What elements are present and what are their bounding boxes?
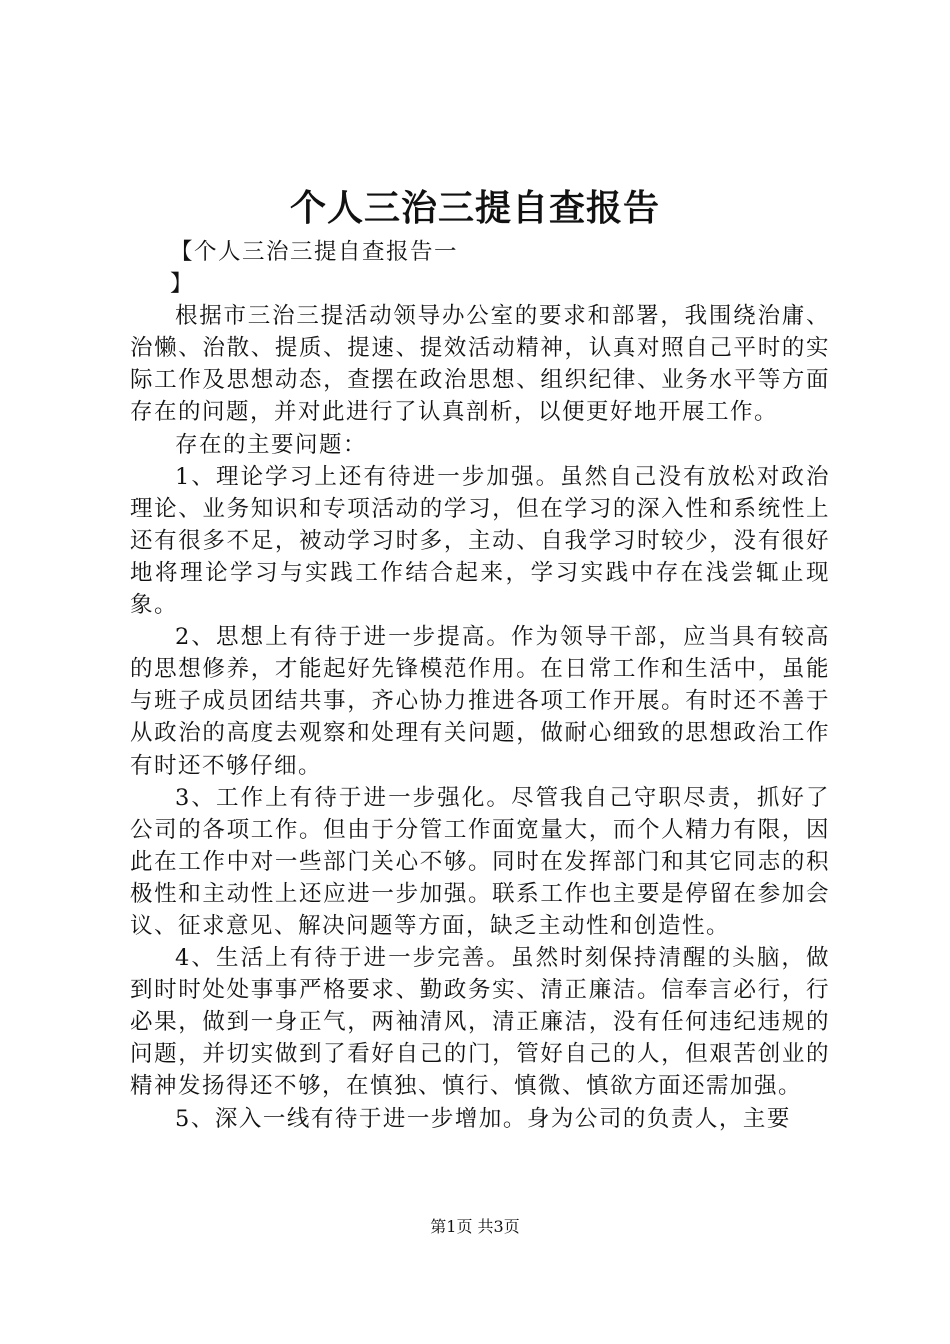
paragraph-item-2: 2、思想上有待于进一步提高。作为领导干部，应当具有较高的思想修养，才能起好先锋模范作用。在日常工作和生活中，虽能与班子成员团结共事，齐心协力推进各项工作开展。有时还不善于从政治的高度去观察和处理有关问题，做耐心细致的思想政治工作有时还不够仔细。 bbox=[130, 624, 830, 779]
paragraph-item-5: 5、深入一线有待于进一步增加。身为公司的负责人，主要 bbox=[175, 1105, 791, 1132]
subtitle-line-1: 【个人三治三提自查报告一 bbox=[170, 239, 459, 265]
page-footer: 第1页 共3页 bbox=[430, 1217, 520, 1236]
subtitle-line-2: 】 bbox=[170, 271, 195, 298]
document-body bbox=[130, 236, 830, 1135]
paragraph-item-3: 3、工作上有待于进一步强化。尽管我自己守职尽责，抓好了公司的各项工作。但由于分管工作面宽量大，而个人精力有限，因此在工作中对一些部门关心不够。同时在发挥部门和其它同志的积极性和主动性上还应进一步加强。联系工作也主要是停留在参加会议、征求意见、解决问题等方面，缺乏主动性和创造性。 bbox=[130, 784, 830, 939]
paragraph-intro: 根据市三治三提活动领导办公室的要求和部署，我围绕治庸、治懒、治散、提质、提速、提效活动精神，认真对照自己平时的实际工作及思想动态，查摆在政治思想、组织纪律、业务水平等方面存在的问题，并对此进行了认真剖析，以便更好地开展工作。 bbox=[130, 303, 830, 426]
document-title: 个人三治三提自查报告 bbox=[289, 187, 660, 229]
paragraph-item-4: 4、生活上有待于进一步完善。虽然时刻保持清醒的头脑，做到时时处处事事严格要求、勤政务实、清正廉洁。信奉言必行，行必果，做到一身正气，两袖清风，清正廉洁，没有任何违纪违规的问题，并切实做到了看好自己的门，管好自己的人，但艰苦创业的精神发扬得还不够，在慎独、慎行、慎微、慎欲方面还需加强。 bbox=[130, 945, 830, 1100]
paragraph-item-1: 1、理论学习上还有待进一步加强。虽然自己没有放松对政治理论、业务知识和专项活动的学习，但在学习的深入性和系统性上还有很多不足，被动学习时多，主动、自我学习时较少，没有很好地将理论学习与实践工作结合起来，学习实践中存在浅尝辄止现象。 bbox=[130, 463, 830, 619]
paragraph-heading-problems: 存在的主要问题： bbox=[175, 431, 368, 458]
